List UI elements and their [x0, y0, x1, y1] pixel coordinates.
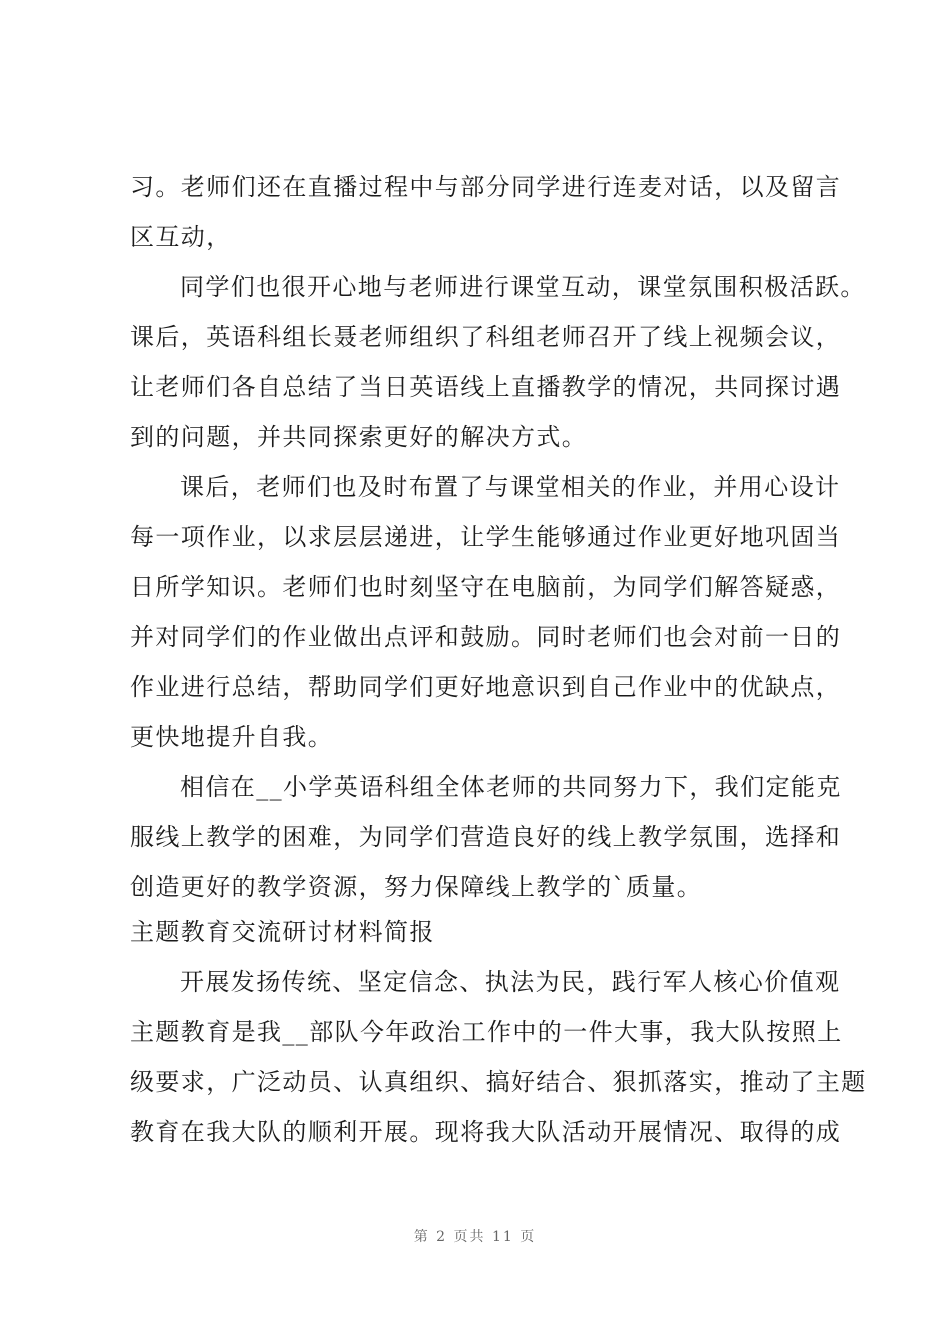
page-number-footer: 第 2 页共 11 页 [413, 1229, 537, 1245]
text-line: 习。老师们还在直播过程中与部分同学进行连麦对话，以及留言 [130, 173, 842, 201]
section-heading: 主题教育交流研讨材料简报 [130, 918, 435, 946]
text-line: 区互动， [130, 223, 232, 251]
text-line: 教育在我大队的顺利开展。现将我大队活动开展情况、取得的成 [130, 1118, 842, 1146]
text-line: 到的问题，并共同探索更好的解决方式。 [130, 423, 588, 451]
text-line: 让老师们各自总结了当日英语线上直播教学的情况，共同探讨遇 [130, 373, 842, 401]
text-line: 创造更好的教学资源，努力保障线上教学的`质量。 [130, 873, 703, 901]
paragraph-first-line: 开展发扬传统、坚定信念、执法为民，践行军人核心价值观 [180, 968, 841, 996]
text-line: 主题教育是我__部队今年政治工作中的一件大事，我大队按照上 [130, 1018, 843, 1046]
text-line: 更快地提升自我。 [130, 723, 334, 751]
text-line: 课后，英语科组长聂老师组织了科组老师召开了线上视频会议， [130, 323, 842, 351]
paragraph-first-line: 相信在__小学英语科组全体老师的共同努力下，我们定能克 [180, 773, 842, 801]
paragraph-first-line: 课后，老师们也及时布置了与课堂相关的作业，并用心设计 [180, 473, 841, 501]
text-line: 日所学知识。老师们也时刻坚守在电脑前，为同学们解答疑惑， [130, 573, 842, 601]
text-line: 每一项作业，以求层层递进，让学生能够通过作业更好地巩固当 [130, 523, 842, 551]
text-line: 服线上教学的困难，为同学们营造良好的线上教学氛围，选择和 [130, 823, 842, 851]
text-line: 作业进行总结，帮助同学们更好地意识到自己作业中的优缺点， [130, 673, 842, 701]
text-line: 级要求，广泛动员、认真组织、搞好结合、狠抓落实，推动了主题 [130, 1068, 867, 1096]
text-line: 并对同学们的作业做出点评和鼓励。同时老师们也会对前一日的 [130, 623, 842, 651]
paragraph-first-line: 同学们也很开心地与老师进行课堂互动，课堂氛围积极活跃。 [180, 273, 866, 301]
